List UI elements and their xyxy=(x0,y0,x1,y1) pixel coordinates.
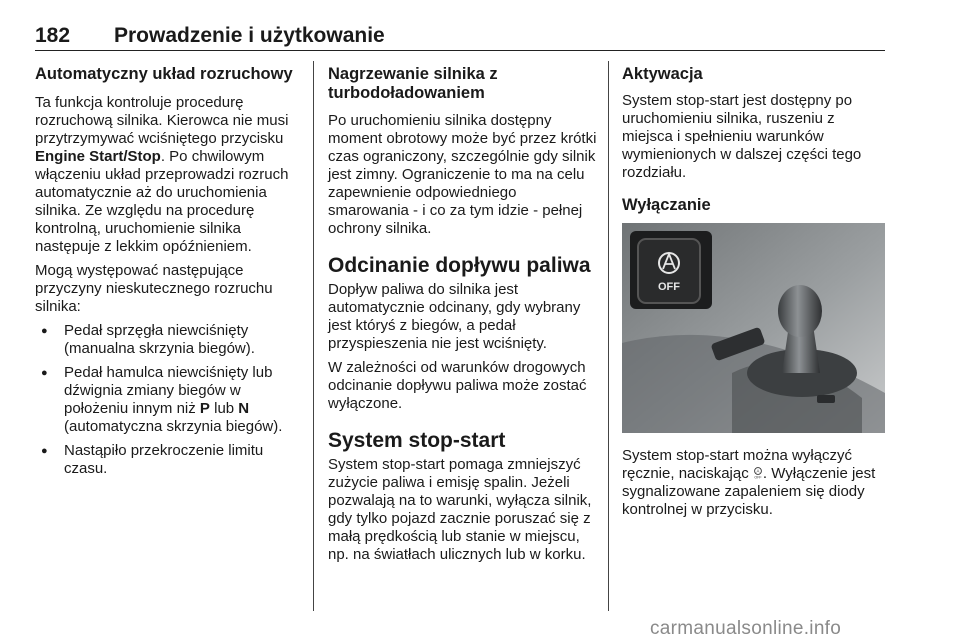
list-item: ● Nastąpiło przekroczenie limitu czasu. xyxy=(35,442,303,478)
column-divider xyxy=(608,61,609,611)
section-heading: Nagrzewanie silnika z turbodoładowaniem xyxy=(328,65,498,102)
column-1 xyxy=(35,65,303,484)
list-item: ● Pedał sprzęgła niewciśnięty (manualna skrzynia biegów). xyxy=(35,322,303,358)
watermark: carmanualsonline.info xyxy=(650,618,842,639)
button-name: Engine Start/Stop xyxy=(35,148,161,165)
header-rule xyxy=(35,50,885,51)
page-title: Prowadzenie i użytkowanie xyxy=(114,24,385,47)
paragraph: System stop-start można wyłączyć ręcznie, naciskając A OFF . Wyłączenie jest sygnalizowane zapaleniem się diody kontrolnej w przycisku. xyxy=(622,447,876,518)
column-3 xyxy=(622,65,887,525)
auto-stop-off-icon xyxy=(753,467,763,479)
button-off-label: OFF xyxy=(658,281,680,293)
paragraph: W zależności od warunków drogowych odcinanie dopływu paliwa może zostać wyłączone. xyxy=(328,359,587,412)
page-header xyxy=(35,24,885,50)
page-number: 182 xyxy=(35,24,71,47)
paragraph: Ta funkcja kontroluje procedurę rozruchową silnika. Kierowca nie musi przytrzymywać wciśniętego przycisku Engine Start/Stop. Po chwilowym włączeniu układ przeprowadzi rozruch automatycznie aż do uruchomienia silnika. Ze względu na procedurę kontrolną, uruchomienie silnika następuje z lekkim opóźnieniem. xyxy=(35,94,289,255)
paragraph: Dopływ paliwa do silnika jest automatycznie odcinany, gdy wybrany jest któryś z biegów, a pedał przyspieszenia nie jest wciśnięty. xyxy=(328,281,581,352)
paragraph: Mogą występować następujące przyczyny nieskutecznego rozruchu silnika: xyxy=(35,262,273,315)
section-heading: Odcinanie dopływu paliwa xyxy=(328,254,591,277)
stop-start-button-photo xyxy=(622,223,885,433)
column-divider xyxy=(313,61,314,611)
svg-text:OFF: OFF xyxy=(754,475,762,479)
column-2 xyxy=(328,65,600,570)
section-heading: System stop-start xyxy=(328,429,506,452)
section-heading: Wyłączanie xyxy=(622,196,711,214)
section-heading: Aktywacja xyxy=(622,65,703,83)
list-item: ● Pedał hamulca niewciśnięty lub dźwignia zmiany biegów w położeniu innym niż P lub N (automatyczna skrzynia biegów). xyxy=(35,364,303,436)
paragraph: System stop-start jest dostępny po uruchomieniu silnika, ruszeniu z miejsca i spełnieniu warunków wymienionych w dalszej części tego rozdziału. xyxy=(622,92,862,181)
paragraph: Po uruchomieniu silnika dostępny moment obrotowy może być przez krótki czas ograniczony, szczególnie gdy silnik jest zimny. Ograniczenie to ma na celu zapewnienie odpowiedniego smarowania - i co za tym idzie - pełnej ochrony silnika. xyxy=(328,112,597,237)
bullet-list xyxy=(35,322,303,478)
paragraph: System stop-start pomaga zmniejszyć zużycie paliwa i emisję spalin. Jeżeli pozwalają na to warunki, wyłącza silnik, gdy tylko pojazd zacznie poruszać się z małą prędkością lub stanie w miejscu, np. na światłach ulicznych lub w korku. xyxy=(328,456,592,563)
section-heading: Automatyczny układ rozruchowy xyxy=(35,65,293,83)
svg-text:A: A xyxy=(756,468,760,474)
